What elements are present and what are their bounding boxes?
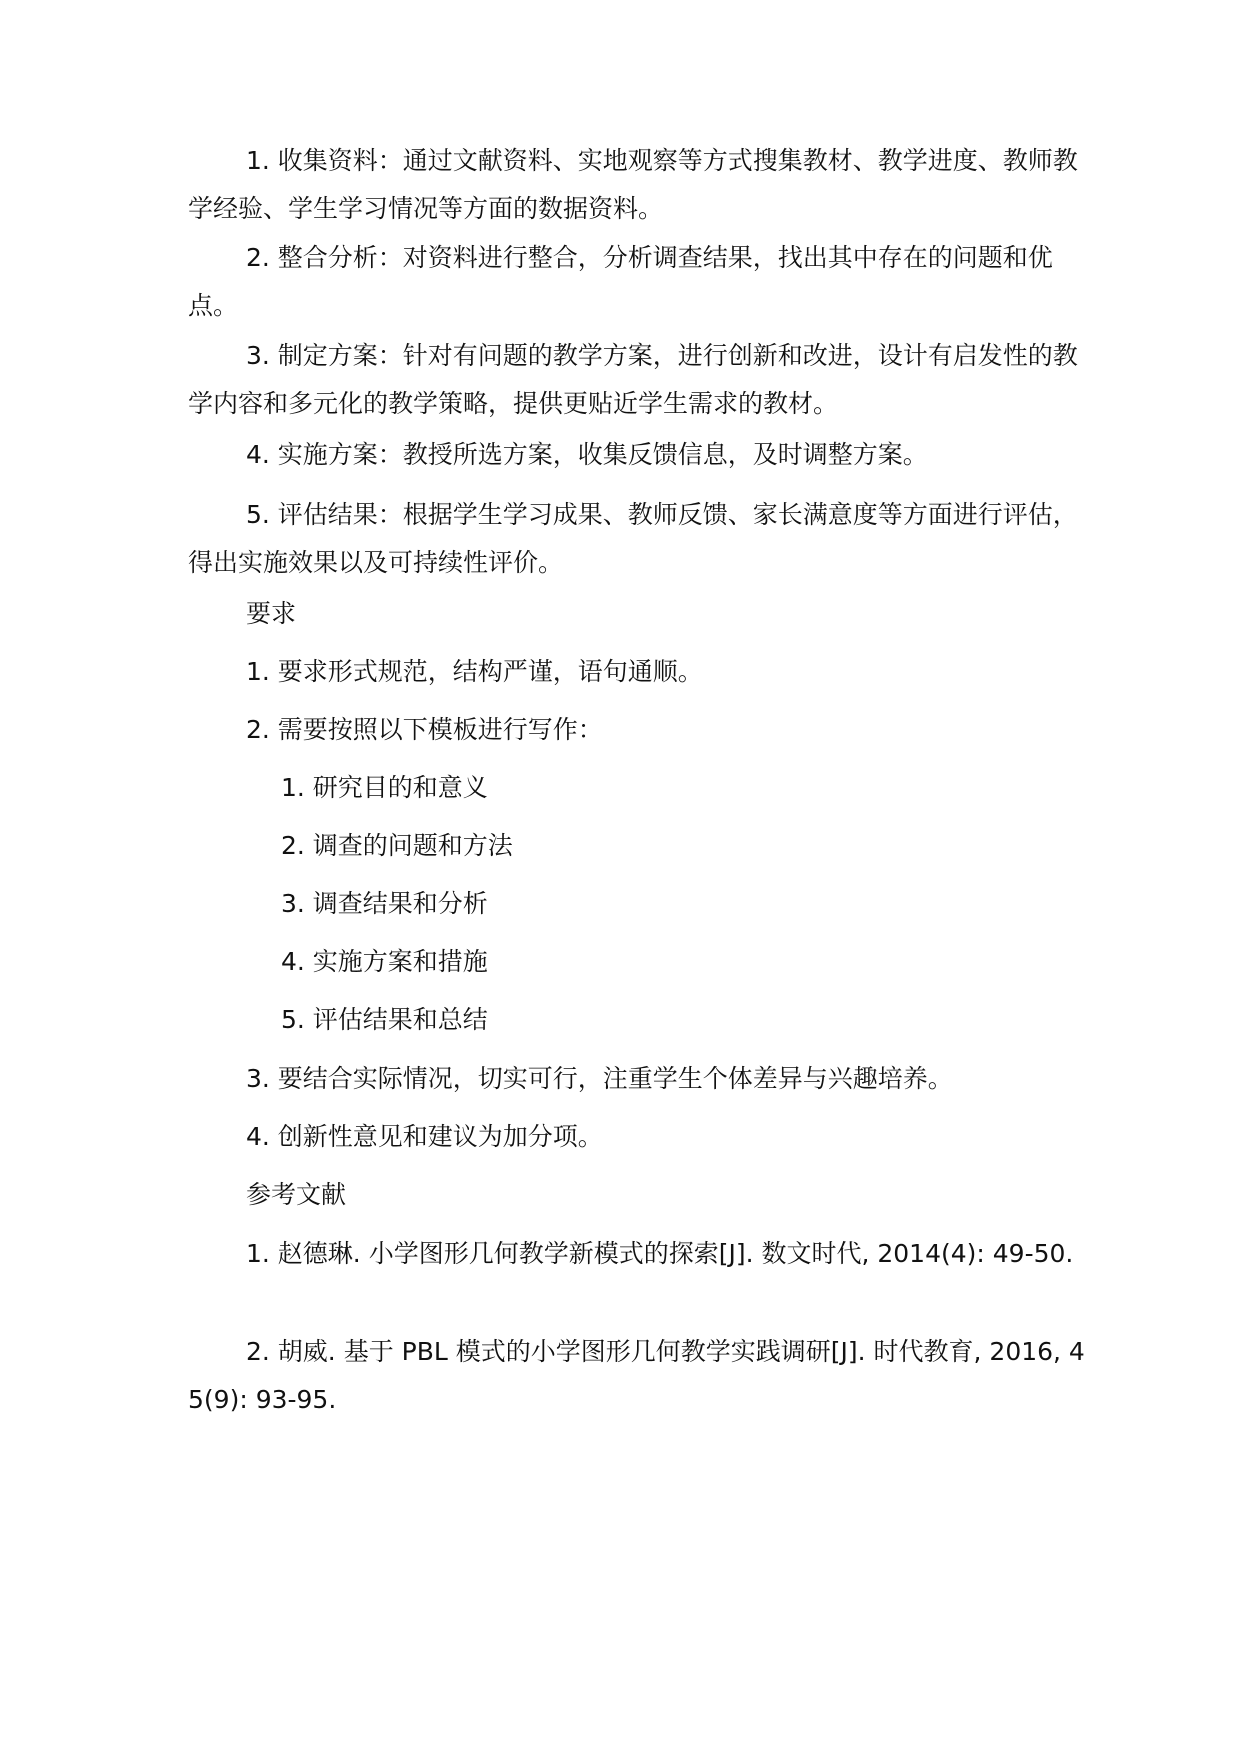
- step-integrate-analyze: 2. 整合分析：对资料进行整合，分析调查结果，找出其中存在的问题和优点。: [188, 243, 1053, 320]
- step-evaluate-results: 5. 评估结果：根据学生学习成果、教师反馈、家长满意度等方面进行评估，得出实施效果以及可持续性评价。: [188, 500, 1078, 577]
- template-item: 3. 调查结果和分析: [281, 889, 488, 918]
- template-item: 4. 实施方案和措施: [281, 947, 488, 976]
- template-item: 5. 评估结果和总结: [281, 1005, 488, 1034]
- step-implement-plan: 4. 实施方案：教授所选方案，收集反馈信息，及时调整方案。: [246, 440, 928, 469]
- step-collect-data: 1. 收集资料：通过文献资料、实地观察等方式搜集教材、教学进度、教师教学经验、学生学习情况等方面的数据资料。: [188, 146, 1078, 223]
- step-make-plan: 3. 制定方案：针对有问题的教学方案，进行创新和改进，设计有启发性的教学内容和多元化的教学策略，提供更贴近学生需求的教材。: [188, 341, 1078, 418]
- requirement-item: 1. 要求形式规范，结构严谨，语句通顺。: [246, 657, 703, 686]
- reference-item: 2. 胡威. 基于 PBL 模式的小学图形几何教学实践调研[J]. 时代教育, 2016, 45(9): 93-95.: [188, 1337, 1085, 1414]
- reference-item: 1. 赵德琳. 小学图形几何教学新模式的探索[J]. 数文时代, 2014(4): 49-50.: [246, 1239, 1074, 1268]
- template-item: 2. 调查的问题和方法: [281, 831, 513, 860]
- template-item: 1. 研究目的和意义: [281, 773, 488, 802]
- requirement-item: 3. 要结合实际情况，切实可行，注重学生个体差异与兴趣培养。: [246, 1064, 953, 1093]
- requirement-item: 4. 创新性意见和建议为加分项。: [246, 1122, 603, 1151]
- requirements-heading: 要求: [246, 599, 297, 628]
- requirement-item: 2. 需要按照以下模板进行写作：: [246, 715, 603, 744]
- references-heading: 参考文献: [246, 1180, 347, 1209]
